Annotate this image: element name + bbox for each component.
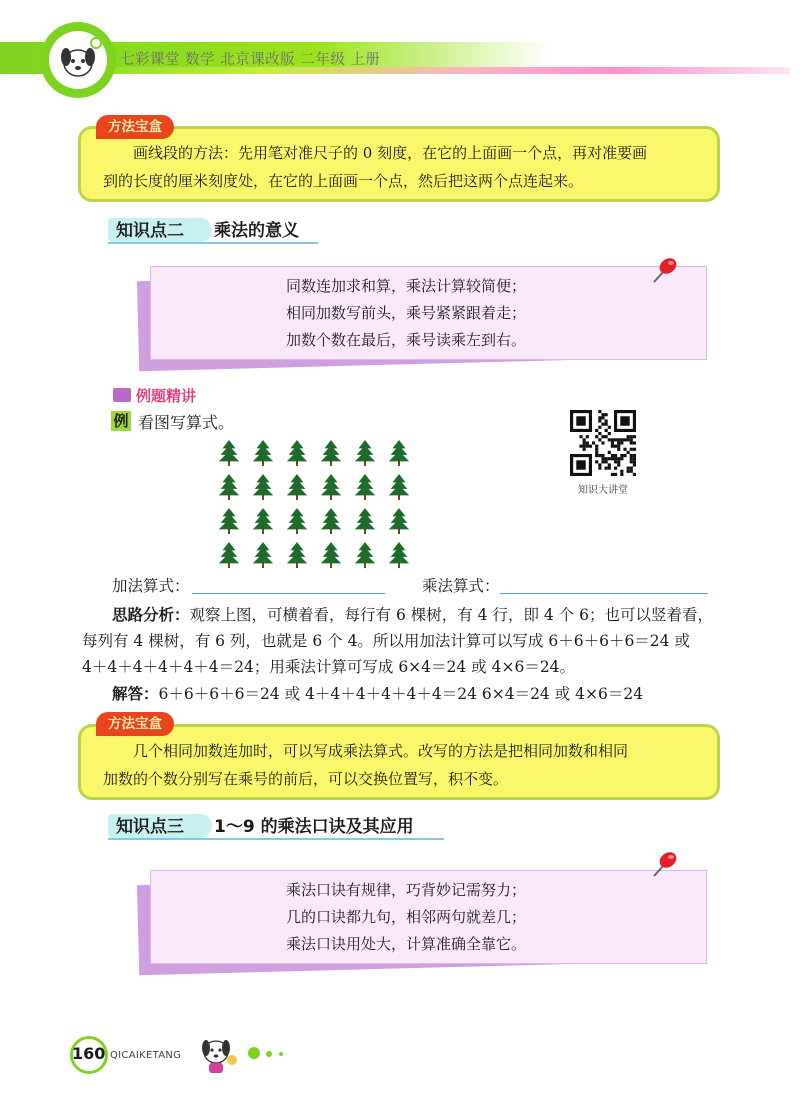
qr-code-icon[interactable] xyxy=(570,410,636,476)
tree-icon xyxy=(286,542,308,568)
pushpin-icon xyxy=(646,848,680,882)
dog-mascot-icon xyxy=(49,31,107,89)
answer-paragraph xyxy=(112,682,643,704)
answer-text: 6＋6＋6＋6＝24 或 4＋4＋4＋4＋4＋4＝24 6×4＝24 或 4×6＝24 xyxy=(158,685,644,703)
analysis-paragraph xyxy=(112,603,713,625)
method-tag: 方法宝盒 xyxy=(96,115,174,139)
rhyme-line: 几的口诀都九句，相邻两句就差几； xyxy=(286,908,527,926)
rhyme-text xyxy=(286,877,526,958)
footer-dot xyxy=(266,1051,272,1057)
kp-title: 乘法的意义 xyxy=(214,221,299,241)
rhyme-line: 同数连加求和算，乘法计算较简便； xyxy=(286,277,527,295)
kp-underline xyxy=(108,838,444,840)
section-heading: 例题精讲 xyxy=(136,387,197,405)
rhyme-line: 加数个数在最后，乘号读乘左到右。 xyxy=(286,331,527,349)
tree-icon xyxy=(286,508,308,534)
kp-label: 知识点三 xyxy=(116,817,184,837)
tree-icon xyxy=(388,440,410,466)
card-face xyxy=(150,266,707,360)
rhyme-text xyxy=(286,273,526,354)
tree-icon xyxy=(320,508,342,534)
tree-icon xyxy=(320,542,342,568)
header-mascot-badge xyxy=(49,31,107,89)
tree-icon xyxy=(388,474,410,500)
pushpin-icon xyxy=(646,254,680,288)
book-icon xyxy=(113,388,131,402)
analysis-label: 思路分析： xyxy=(112,606,190,624)
multiplication-label: 乘法算式： xyxy=(422,577,500,595)
header-title: 七彩课堂 数学 北京课改版 二年级 上册 xyxy=(120,52,381,68)
footer-brand: QICAIKETANG xyxy=(110,1050,182,1061)
tree-icon xyxy=(218,542,240,568)
tree-icon xyxy=(320,474,342,500)
example-question: 看图写算式。 xyxy=(138,413,235,432)
tree-icon xyxy=(354,508,376,534)
method-line: 画线段的方法：先用笔对准尺子的 0 刻度，在它的上面画一个点，再对准要画 xyxy=(133,144,648,162)
rhyme-line: 乘法口诀用处大，计算准确全靠它。 xyxy=(286,935,527,953)
tree-icon xyxy=(218,508,240,534)
rhyme-card xyxy=(150,870,710,962)
answer-label: 解答： xyxy=(112,685,159,703)
multiplication-answer-line[interactable] xyxy=(500,593,708,594)
method-line: 几个相同加数连加时，可以写成乘法算式。改写的方法是把相同加数和相同 xyxy=(133,742,629,760)
footer-dot xyxy=(248,1047,260,1059)
kp-title: 1～9 的乘法口诀及其应用 xyxy=(214,817,414,837)
method-tag: 方法宝盒 xyxy=(96,712,174,736)
tree-icon xyxy=(252,474,274,500)
rhyme-line: 相同加数写前头，乘号紧紧跟着走； xyxy=(286,304,527,322)
kp-label: 知识点二 xyxy=(116,221,184,241)
tree-icon xyxy=(354,474,376,500)
addition-label: 加法算式： xyxy=(112,577,190,595)
tree-icon xyxy=(286,440,308,466)
analysis-text: 观察上图，可横着看，每行有 6 棵树，有 4 行，即 4 个 6；也可以竖着看， xyxy=(189,606,713,624)
dog-mascot-icon xyxy=(196,1030,240,1078)
tree-icon xyxy=(252,542,274,568)
example-tag: 例 xyxy=(111,411,131,431)
tree-icon xyxy=(218,474,240,500)
method-line: 加数的个数分别写在乘号的前后，可以交换位置写，积不变。 xyxy=(103,770,509,788)
analysis-line: 每列有 4 棵树，有 6 列，也就是 6 个 4。所以用加法计算可以写成 6＋6＋6＋6＝24 或 xyxy=(82,632,690,650)
tree-icon xyxy=(320,440,342,466)
tree-icon xyxy=(354,542,376,568)
analysis-line: 4＋4＋4＋4＋4＋4＝24；用乘法计算可写成 6×4＝24 或 4×6＝24。 xyxy=(82,658,576,676)
qr-caption: 知识大讲堂 xyxy=(578,485,628,496)
method-box-2 xyxy=(78,724,720,800)
rhyme-card xyxy=(150,266,710,358)
tree-icon xyxy=(354,440,376,466)
tree-icon xyxy=(286,474,308,500)
page-number: 160 xyxy=(72,1044,106,1063)
tree-icon xyxy=(218,440,240,466)
addition-answer-line[interactable] xyxy=(192,593,385,594)
footer-dot xyxy=(279,1052,283,1056)
kp-underline xyxy=(108,242,318,244)
tree-icon xyxy=(388,508,410,534)
method-line: 到的长度的厘米刻度处，在它的上面画一个点，然后把这两个点连起来。 xyxy=(103,172,584,190)
card-face xyxy=(150,870,707,964)
tree-icon xyxy=(252,440,274,466)
tree-icon xyxy=(388,542,410,568)
rhyme-line: 乘法口诀有规律，巧背妙记需努力； xyxy=(286,881,527,899)
tree-icon xyxy=(252,508,274,534)
method-box-1 xyxy=(78,126,720,202)
